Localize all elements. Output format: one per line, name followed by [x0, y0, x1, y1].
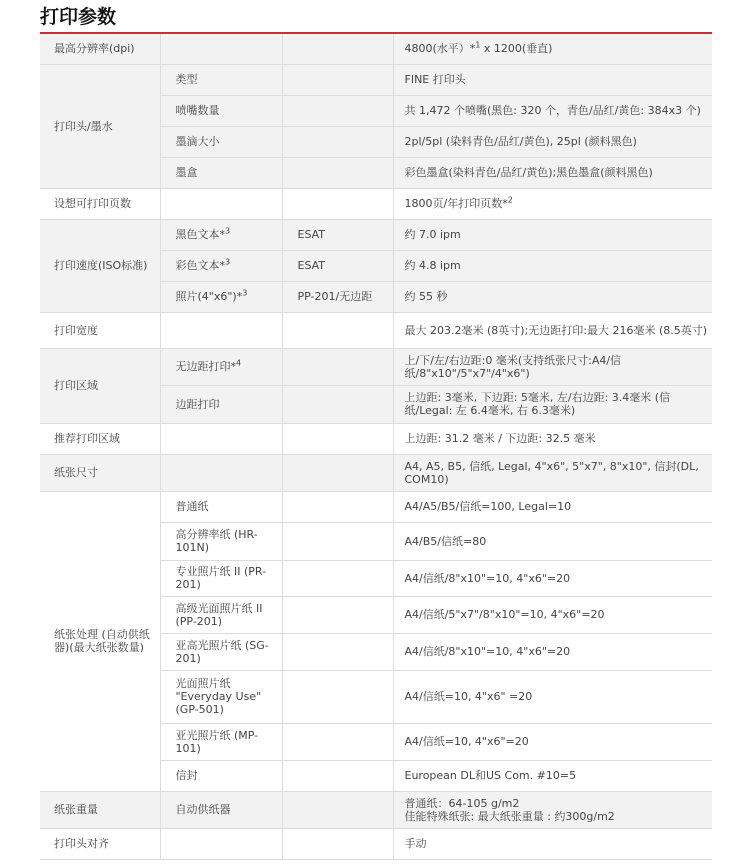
sub-label: 信封 — [160, 760, 282, 791]
table-row — [40, 828, 712, 859]
sub-label: 普通纸 — [160, 491, 282, 522]
row-value: 上边距: 3毫米, 下边距: 5毫米, 左/右边距: 3.4毫米 (信纸/Legal: 左 6.4毫米, 右 6.3毫米) — [393, 385, 712, 423]
row-value: 上边距: 31.2 毫米 / 下边距: 32.5 毫米 — [393, 423, 712, 454]
sub-label: 高分辨率纸 (HR-101N) — [160, 522, 282, 560]
row-label: 纸张重量 — [40, 791, 160, 828]
table-row — [40, 312, 712, 348]
row-value: A4/信纸=10, 4"x6" =20 — [393, 670, 712, 723]
sub-label: 边距打印 — [160, 385, 282, 423]
test-method: ESAT — [282, 250, 393, 281]
row-value: 2pl/5pl (染料青色/品红/黄色), 25pl (颜料黑色) — [393, 126, 712, 157]
test-method: ESAT — [282, 219, 393, 250]
row-label: 最高分辨率(dpi) — [40, 34, 160, 64]
sub-label: 光面照片纸 "Everyday Use" (GP-501) — [160, 670, 282, 723]
row-value: 普通纸：64-105 g/m2 佳能特殊纸张: 最大纸张重量 : 约300g/m2 — [393, 791, 712, 828]
sub-label: 专业照片纸 II (PR-201) — [160, 560, 282, 596]
row-label: 打印头/墨水 — [40, 64, 160, 188]
table-row — [40, 64, 712, 95]
row-value: 4800(水平）*$^1$ x 1200(垂直) — [393, 34, 712, 64]
row-value: A4, A5, B5, 信纸, Legal, 4"x6", 5"x7", 8"x10", 信封(DL, COM10) — [393, 454, 712, 491]
row-label: 纸张尺寸 — [40, 454, 160, 491]
sub-label: 类型 — [160, 64, 282, 95]
row-value: A4/信纸=10, 4"x6"=20 — [393, 723, 712, 760]
row-value: 1800页/年打印页数*$^2$ — [393, 188, 712, 219]
row-value: 上/下/左/右边距:0 毫米(支持纸张尺寸:A4/信纸/8"x10"/5"x7"/4"x6") — [393, 348, 712, 385]
row-value: A4/信纸/8"x10"=10, 4"x6"=20 — [393, 633, 712, 670]
sub-label: 亚高光照片纸 (SG-201) — [160, 633, 282, 670]
sub-label: 喷嘴数量 — [160, 95, 282, 126]
footnote-mark: 3 — [225, 226, 231, 236]
page-title: 打印参数 — [40, 6, 117, 28]
table-row — [40, 34, 712, 64]
row-label: 打印区域 — [40, 348, 160, 423]
sub-label: 照片(4"x6")*$^3$ — [160, 281, 282, 312]
table-row — [40, 454, 712, 491]
row-label: 打印速度(ISO标准) — [40, 219, 160, 312]
sub-label: 高级光面照片纸 II (PP-201) — [160, 596, 282, 633]
table-row — [40, 188, 712, 219]
row-value: 手动 — [393, 828, 712, 859]
sub-label: 墨滴大小 — [160, 126, 282, 157]
row-label: 打印头对齐 — [40, 828, 160, 859]
row-value: 约 55 秒 — [393, 281, 712, 312]
table-row — [40, 791, 712, 828]
row-value: A4/信纸/5"x7"/8"x10"=10, 4"x6"=20 — [393, 596, 712, 633]
row-value: European DL和US Com. #10=5 — [393, 760, 712, 791]
test-method: PP-201/无边距 — [282, 281, 393, 312]
row-value: 最大 203.2毫米 (8英寸);无边距打印:最大 216毫米 (8.5英寸) — [393, 312, 712, 348]
footnote-mark: 1 — [475, 40, 481, 50]
row-label: 纸张处理 (自动供纸器)(最大纸张数量) — [40, 491, 160, 791]
sub-label: 无边距打印*$^4$ — [160, 348, 282, 385]
sub-label: 黑色文本*$^3$ — [160, 219, 282, 250]
footnote-mark: 4 — [236, 358, 242, 368]
row-value: A4/A5/B5/信纸=100, Legal=10 — [393, 491, 712, 522]
table-row — [40, 219, 712, 250]
footnote-mark: 2 — [507, 195, 513, 205]
row-label: 推荐打印区域 — [40, 423, 160, 454]
row-value: A4/信纸/8"x10"=10, 4"x6"=20 — [393, 560, 712, 596]
table-row — [40, 423, 712, 454]
row-value: 彩色墨盒(染料青色/品红/黄色);黑色墨盒(颜料黑色) — [393, 157, 712, 188]
row-value: 共 1,472 个喷嘴(黑色: 320 个，青色/品红/黄色: 384x3 个) — [393, 95, 712, 126]
row-value: FINE 打印头 — [393, 64, 712, 95]
footnote-mark: 3 — [225, 257, 231, 267]
row-value: A4/B5/信纸=80 — [393, 522, 712, 560]
row-value: 约 7.0 ipm — [393, 219, 712, 250]
footnote-mark: 3 — [242, 288, 248, 298]
sub-label: 自动供纸器 — [160, 791, 282, 828]
table-row — [40, 348, 712, 385]
sub-label: 彩色文本*$^3$ — [160, 250, 282, 281]
row-value: 约 4.8 ipm — [393, 250, 712, 281]
sub-label: 墨盒 — [160, 157, 282, 188]
spec-table — [40, 34, 712, 860]
sub-label: 亚光照片纸 (MP-101) — [160, 723, 282, 760]
table-row — [40, 491, 712, 522]
row-label: 设想可打印页数 — [40, 188, 160, 219]
row-label: 打印宽度 — [40, 312, 160, 348]
